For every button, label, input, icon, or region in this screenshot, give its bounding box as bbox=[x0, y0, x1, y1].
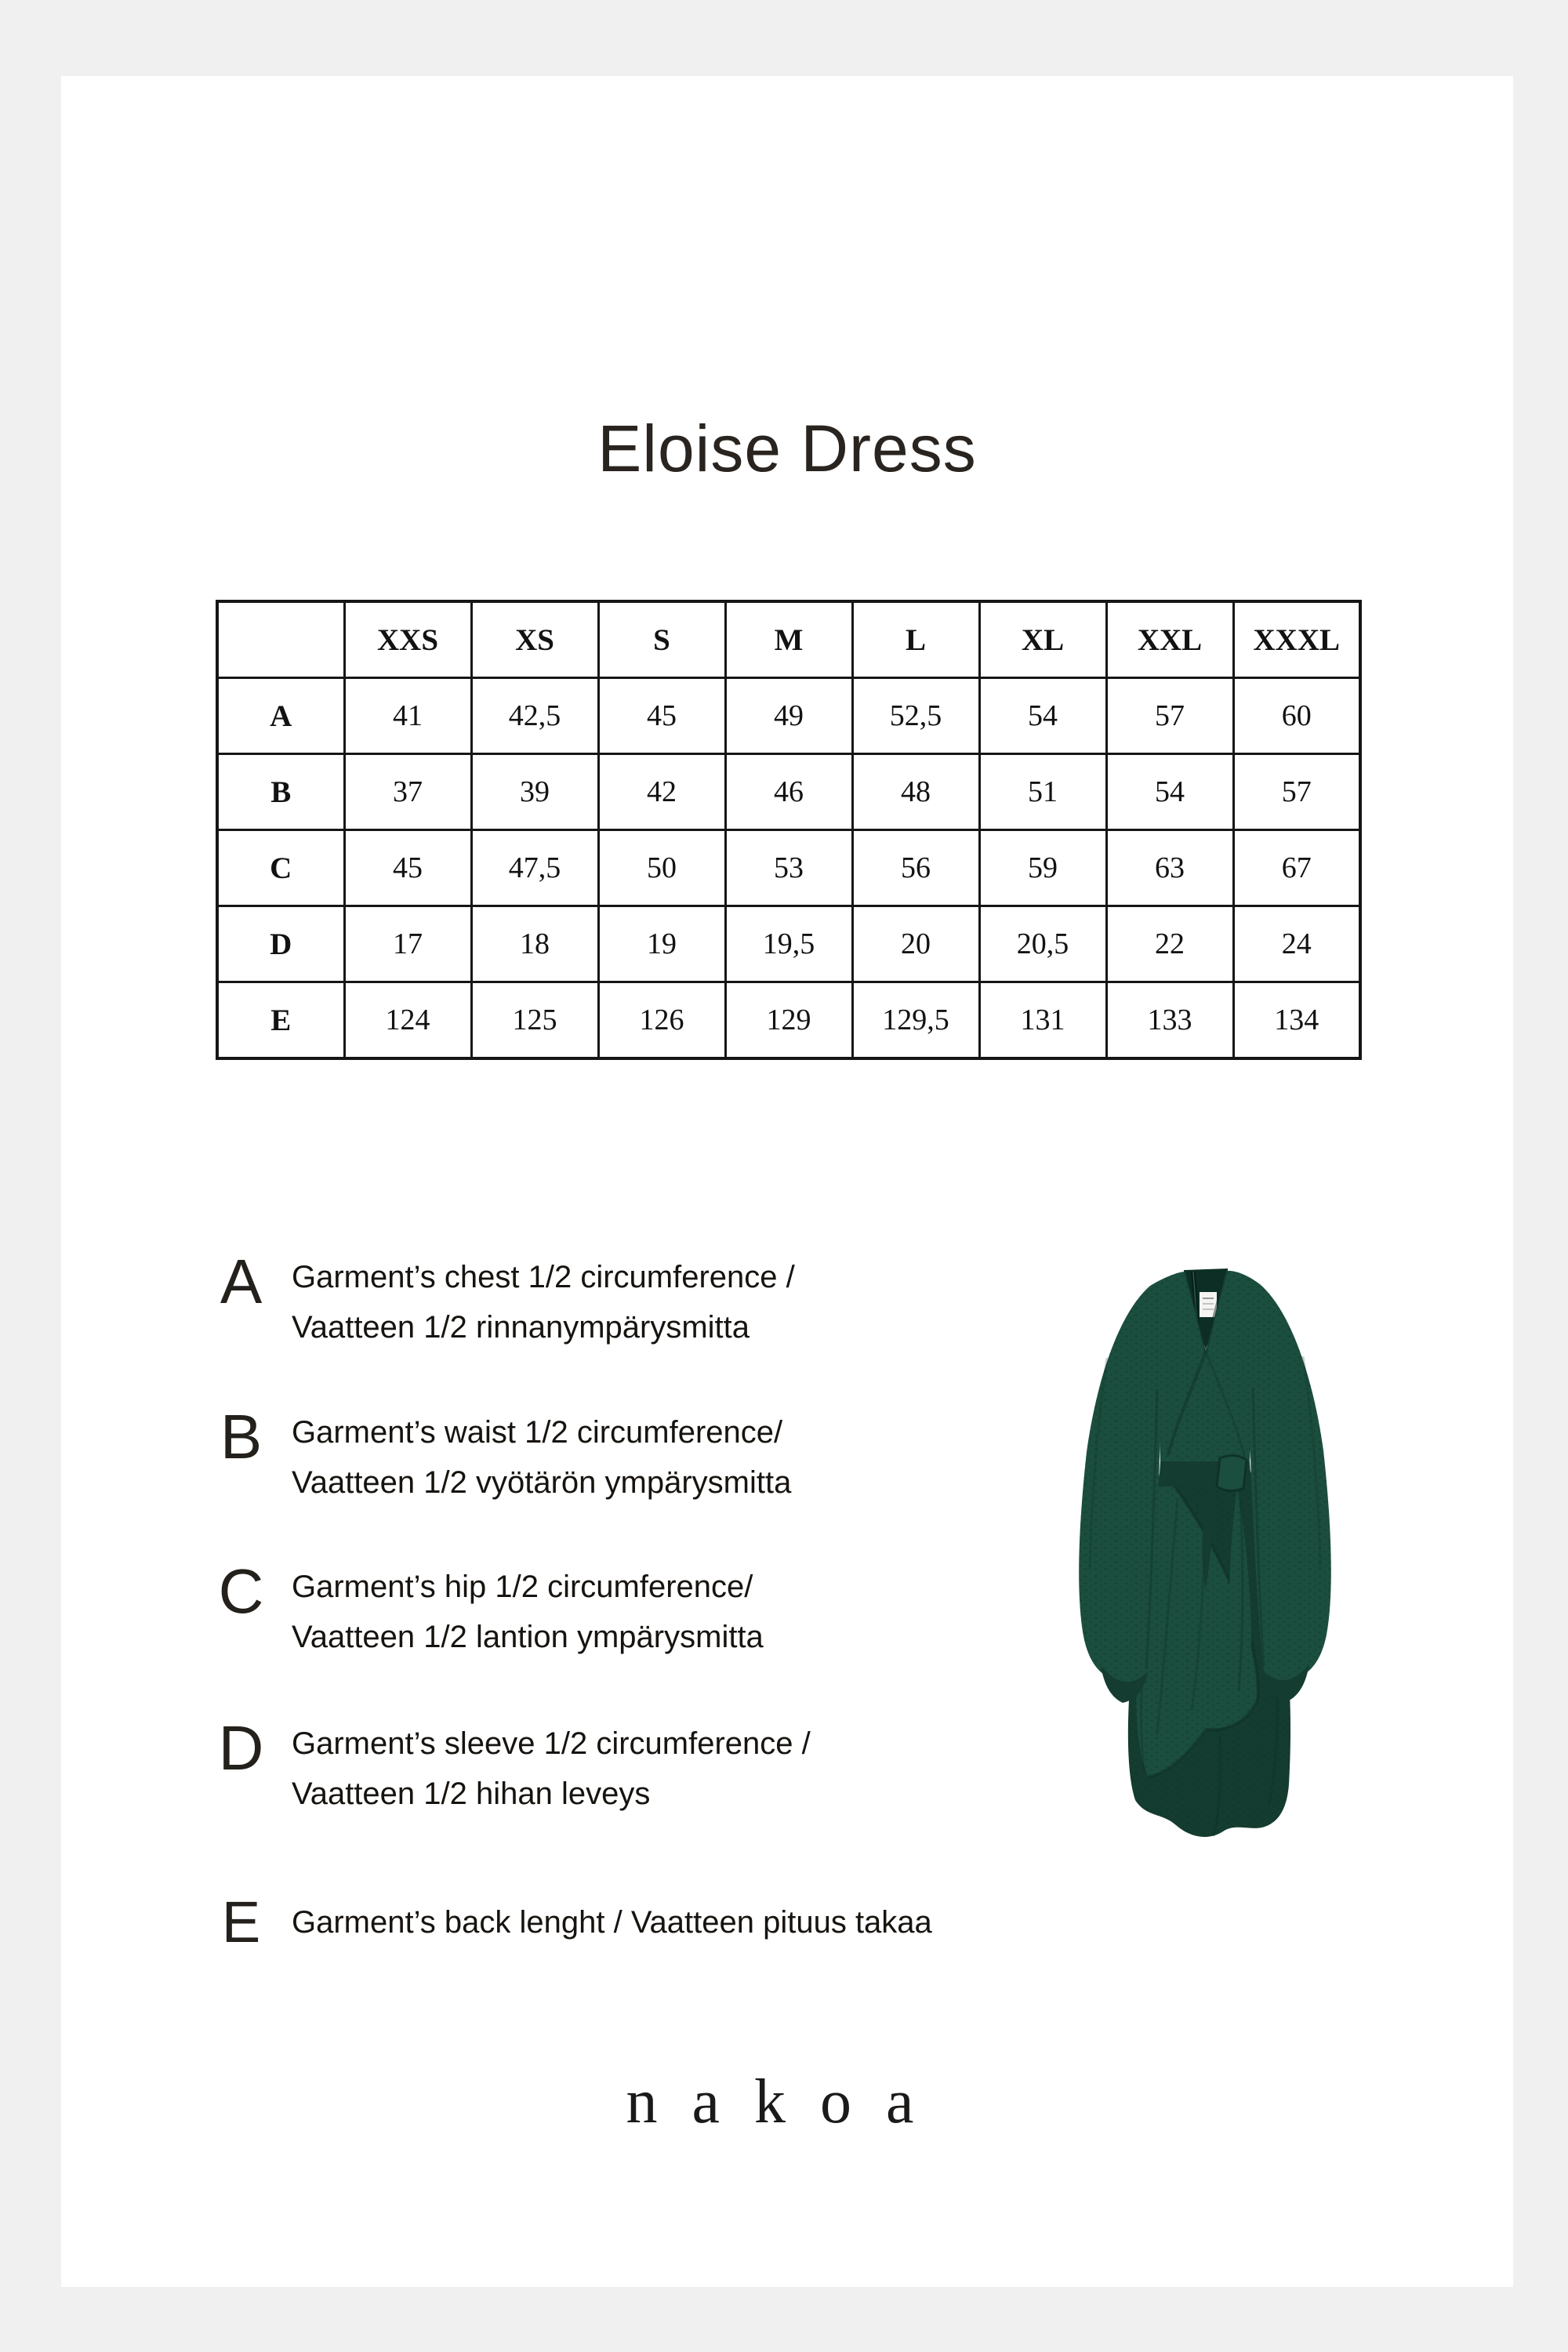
legend-line-en: Garment’s sleeve 1/2 circumference / bbox=[292, 1726, 811, 1761]
size-col-header: XXL bbox=[1106, 601, 1233, 678]
size-cell: 49 bbox=[725, 678, 852, 754]
size-cell: 63 bbox=[1106, 830, 1233, 906]
legend-letter: A bbox=[220, 1247, 263, 1316]
legend-letter: E bbox=[221, 1889, 261, 1955]
legend-text bbox=[292, 1897, 932, 1947]
size-cell: 56 bbox=[852, 830, 979, 906]
table-row bbox=[217, 678, 1360, 754]
size-cell: 19,5 bbox=[725, 906, 852, 982]
size-cell: 39 bbox=[471, 754, 598, 830]
size-col-header: L bbox=[852, 601, 979, 678]
size-cell: 22 bbox=[1106, 906, 1233, 982]
legend-text bbox=[292, 1717, 811, 1819]
measurement-row-label: C bbox=[217, 830, 344, 906]
size-cell: 18 bbox=[471, 906, 598, 982]
size-col-header: XXS bbox=[344, 601, 471, 678]
product-photo-dress bbox=[1052, 1264, 1358, 1875]
size-cell: 131 bbox=[979, 982, 1106, 1059]
legend-text bbox=[292, 1560, 764, 1662]
size-table-header-row bbox=[217, 601, 1360, 678]
measurement-row-label: B bbox=[217, 754, 344, 830]
size-cell: 53 bbox=[725, 830, 852, 906]
size-cell: 17 bbox=[344, 906, 471, 982]
brand-logo: nakoa bbox=[626, 2067, 949, 2136]
legend-item bbox=[200, 1402, 984, 1508]
size-cell: 57 bbox=[1233, 754, 1360, 830]
size-col-header: M bbox=[725, 601, 852, 678]
size-cell: 20 bbox=[852, 906, 979, 982]
legend-line-fi: Vaatteen 1/2 rinnanympärysmitta bbox=[292, 1310, 750, 1345]
size-col-header: XS bbox=[471, 601, 598, 678]
size-cell: 45 bbox=[344, 830, 471, 906]
table-row bbox=[217, 754, 1360, 830]
legend-letter: D bbox=[218, 1713, 264, 1783]
size-cell: 124 bbox=[344, 982, 471, 1059]
measurement-row-label: D bbox=[217, 906, 344, 982]
size-cell: 37 bbox=[344, 754, 471, 830]
size-cell: 133 bbox=[1106, 982, 1233, 1059]
page-title: Eloise Dress bbox=[597, 412, 977, 486]
size-cell: 19 bbox=[598, 906, 725, 982]
measurement-row-label: E bbox=[217, 982, 344, 1059]
size-cell: 41 bbox=[344, 678, 471, 754]
legend-line-en: Garment’s hip 1/2 circumference/ bbox=[292, 1570, 753, 1604]
size-cell: 42 bbox=[598, 754, 725, 830]
size-col-header: XL bbox=[979, 601, 1106, 678]
size-cell: 51 bbox=[979, 754, 1106, 830]
size-cell: 57 bbox=[1106, 678, 1233, 754]
size-cell: 47,5 bbox=[471, 830, 598, 906]
size-cell: 42,5 bbox=[471, 678, 598, 754]
size-cell: 24 bbox=[1233, 906, 1360, 982]
size-cell: 125 bbox=[471, 982, 598, 1059]
legend-item bbox=[200, 1556, 984, 1662]
size-cell: 134 bbox=[1233, 982, 1360, 1059]
legend-line-fi: Vaatteen 1/2 hihan leveys bbox=[292, 1777, 651, 1811]
legend-line-fi: Vaatteen 1/2 vyötärön ympärysmitta bbox=[292, 1465, 792, 1500]
size-col-header: XXXL bbox=[1233, 601, 1360, 678]
table-row bbox=[217, 906, 1360, 982]
legend-item bbox=[200, 1247, 984, 1352]
legend-line-en: Garment’s back lenght / Vaatteen pituus takaa bbox=[292, 1905, 932, 1940]
legend-item bbox=[200, 1713, 984, 1819]
size-cell: 126 bbox=[598, 982, 725, 1059]
table-row bbox=[217, 830, 1360, 906]
measurement-row-label: A bbox=[217, 678, 344, 754]
table-row bbox=[217, 982, 1360, 1059]
legend-text bbox=[292, 1406, 791, 1508]
size-cell: 45 bbox=[598, 678, 725, 754]
document-card bbox=[61, 76, 1513, 2287]
size-cell: 20,5 bbox=[979, 906, 1106, 982]
size-cell: 48 bbox=[852, 754, 979, 830]
size-cell: 52,5 bbox=[852, 678, 979, 754]
size-cell: 54 bbox=[979, 678, 1106, 754]
size-col-header bbox=[217, 601, 344, 678]
legend-letter: B bbox=[220, 1402, 263, 1472]
size-table-body bbox=[217, 678, 1360, 1059]
size-col-header: S bbox=[598, 601, 725, 678]
legend-letter: C bbox=[218, 1556, 264, 1626]
size-cell: 54 bbox=[1106, 754, 1233, 830]
size-cell: 67 bbox=[1233, 830, 1360, 906]
size-cell: 59 bbox=[979, 830, 1106, 906]
size-cell: 50 bbox=[598, 830, 725, 906]
size-cell: 129,5 bbox=[852, 982, 979, 1059]
size-cell: 46 bbox=[725, 754, 852, 830]
size-table bbox=[216, 600, 1362, 1060]
legend-line-en: Garment’s chest 1/2 circumference / bbox=[292, 1260, 795, 1294]
legend-line-fi: Vaatteen 1/2 lantion ympärysmitta bbox=[292, 1620, 764, 1654]
size-table-head bbox=[217, 601, 1360, 678]
legend-line-en: Garment’s waist 1/2 circumference/ bbox=[292, 1415, 783, 1450]
legend-item bbox=[200, 1889, 984, 1955]
size-cell: 60 bbox=[1233, 678, 1360, 754]
legend-text bbox=[292, 1250, 795, 1352]
size-cell: 129 bbox=[725, 982, 852, 1059]
